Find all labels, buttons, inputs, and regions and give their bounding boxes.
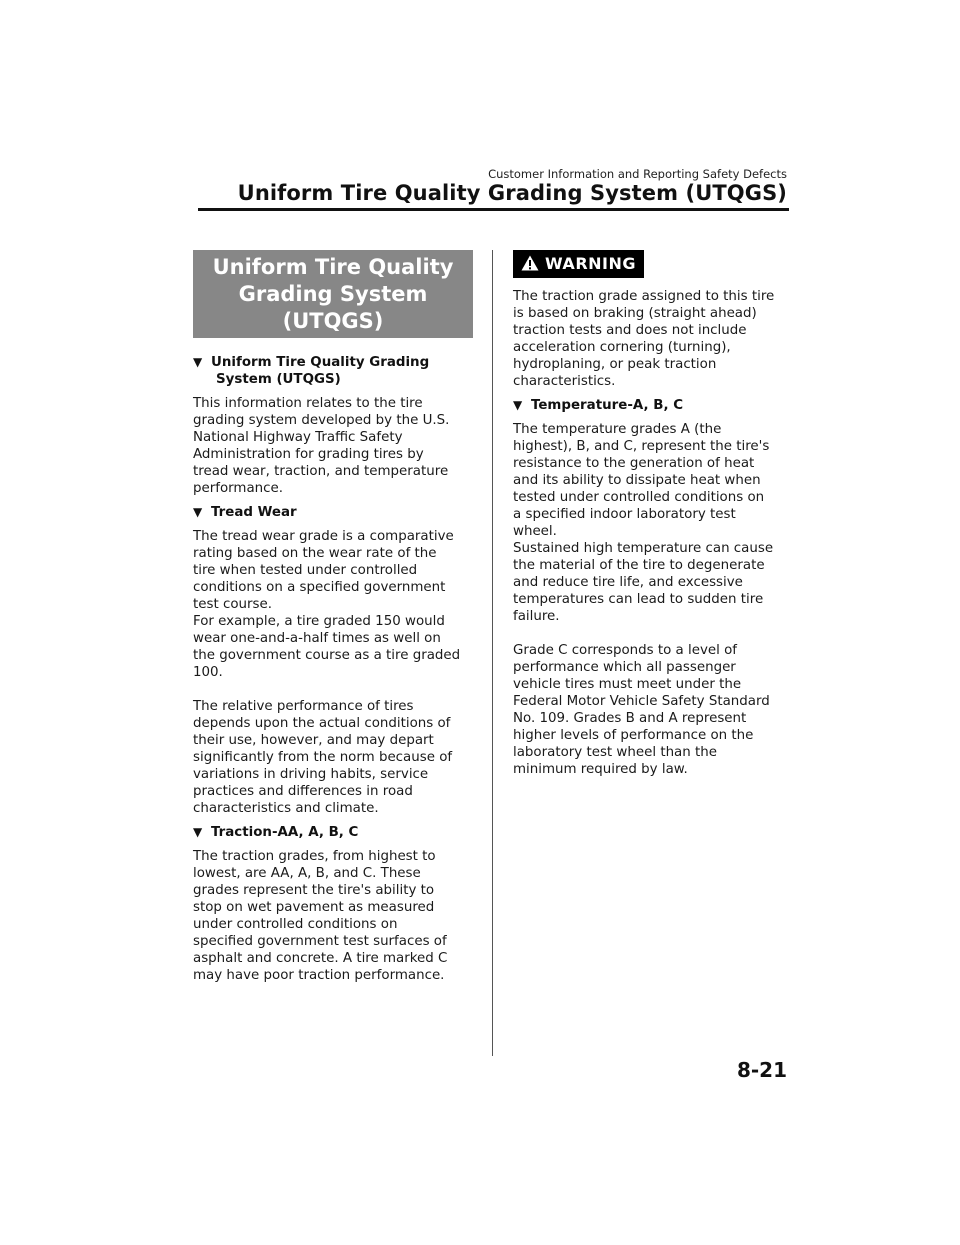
text-line: under controlled conditions on	[193, 917, 398, 932]
warning-label: WARNING	[545, 254, 636, 273]
spacer	[193, 688, 473, 698]
text-line: minimum required by law.	[513, 762, 688, 777]
text-line: Federal Motor Vehicle Safety Standard	[513, 694, 770, 709]
text-line: performance.	[193, 481, 284, 496]
subheading-text: System (UTQGS)	[216, 372, 341, 387]
warning-triangle-icon	[521, 255, 539, 271]
triangle-down-icon: ▼	[193, 355, 203, 369]
text-line: grades represent the tire's ability to	[193, 883, 435, 898]
text-line: significantly from the norm because of	[193, 750, 453, 765]
text-line: failure.	[513, 609, 560, 624]
text-line: the government course as a tire graded	[193, 648, 461, 663]
text-line: Grade C corresponds to a level of	[513, 643, 738, 658]
text-line: 100.	[193, 665, 223, 680]
text-line: their use, however, and may depart	[193, 733, 434, 748]
subheading-text: Uniform Tire Quality Grading	[211, 355, 430, 370]
section-banner-line: Grading System (UTQGS)	[238, 282, 428, 333]
warning-badge	[513, 250, 644, 278]
subheading-text: Traction-AA, A, B, C	[211, 825, 359, 840]
header-rule	[198, 208, 789, 211]
text-line: and its ability to dissipate heat when	[513, 473, 761, 488]
text-line: test course.	[193, 597, 272, 612]
text-line: the material of the tire to degenerate	[513, 558, 765, 573]
text-line: a specified indoor laboratory test	[513, 507, 736, 522]
text-line: resistance to the generation of heat	[513, 456, 755, 471]
text-line: characteristics.	[513, 374, 616, 389]
text-line: hydroplaning, or peak traction	[513, 357, 717, 372]
subheading-text: Temperature-A, B, C	[531, 398, 684, 413]
text-line: stop on wet pavement as measured	[193, 900, 435, 915]
subheading-utqgs	[193, 354, 473, 388]
paragraph-temperature	[513, 421, 793, 625]
text-line: rating based on the wear rate of the	[193, 546, 437, 561]
text-line: higher levels of performance on the	[513, 728, 754, 743]
text-line: characteristics and climate.	[193, 801, 379, 816]
subheading-text: Tread Wear	[211, 505, 297, 520]
text-line: asphalt and concrete. A tire marked C	[193, 951, 448, 966]
text-line: highest), B, and C, represent the tire's	[513, 439, 770, 454]
text-line: The tread wear grade is a comparative	[193, 529, 454, 544]
page-number: 8-21	[736, 1058, 787, 1082]
text-line: tread wear, traction, and temperature	[193, 464, 449, 479]
text-line: grading system developed by the U.S.	[193, 413, 450, 428]
column-divider	[492, 250, 493, 1056]
text-line: variations in driving habits, service	[193, 767, 429, 782]
triangle-down-icon: ▼	[193, 505, 203, 519]
paragraph-traction	[193, 848, 473, 984]
header-title: Uniform Tire Quality Grading System (UTQGS)	[237, 181, 787, 205]
text-line: traction tests and does not include	[513, 323, 747, 338]
text-line: tested under controlled conditions on	[513, 490, 765, 505]
subheading-traction	[193, 824, 473, 841]
text-line: The traction grades, from highest to	[193, 849, 436, 864]
text-line: practices and differences in road	[193, 784, 413, 799]
text-line: The relative performance of tires	[193, 699, 414, 714]
paragraph-relative-performance	[193, 698, 473, 817]
paragraph-tread-wear	[193, 528, 473, 681]
text-line: The traction grade assigned to this tire	[513, 289, 775, 304]
header-category: Customer Information and Reporting Safety Defects	[488, 167, 787, 181]
text-line: The temperature grades A (the	[513, 422, 722, 437]
text-line: performance which all passenger	[513, 660, 736, 675]
text-line: laboratory test wheel than the	[513, 745, 717, 760]
text-line: This information relates to the tire	[193, 396, 423, 411]
text-line: vehicle tires must meet under the	[513, 677, 742, 692]
paragraph-intro	[193, 395, 473, 497]
text-line: lowest, are AA, A, B, and C. These	[193, 866, 421, 881]
text-line: may have poor traction performance.	[193, 968, 445, 983]
subheading-temperature	[513, 397, 793, 414]
text-line: is based on braking (straight ahead)	[513, 306, 757, 321]
paragraph-grade-c	[513, 642, 793, 778]
section-banner	[193, 250, 473, 338]
text-line: depends upon the actual conditions of	[193, 716, 451, 731]
text-line: wear one-and-a-half times as well on	[193, 631, 441, 646]
text-line: conditions on a specified government	[193, 580, 446, 595]
text-line: National Highway Traffic Safety	[193, 430, 403, 445]
paragraph-warning	[513, 288, 793, 390]
right-column	[513, 250, 793, 785]
spacer	[513, 632, 793, 642]
triangle-down-icon: ▼	[513, 398, 523, 412]
text-line: No. 109. Grades B and A represent	[513, 711, 747, 726]
section-banner-line: Uniform Tire Quality	[212, 255, 454, 279]
text-line: specified government test surfaces of	[193, 934, 447, 949]
text-line: Administration for grading tires by	[193, 447, 424, 462]
text-line: wheel.	[513, 524, 557, 539]
text-line: Sustained high temperature can cause	[513, 541, 774, 556]
subheading-tread-wear	[193, 504, 473, 521]
text-line: temperatures can lead to sudden tire	[513, 592, 764, 607]
text-line: For example, a tire graded 150 would	[193, 614, 445, 629]
text-line: and reduce tire life, and excessive	[513, 575, 743, 590]
left-column	[193, 250, 473, 991]
text-line: tire when tested under controlled	[193, 563, 418, 578]
triangle-down-icon: ▼	[193, 825, 203, 839]
text-line: acceleration cornering (turning),	[513, 340, 731, 355]
